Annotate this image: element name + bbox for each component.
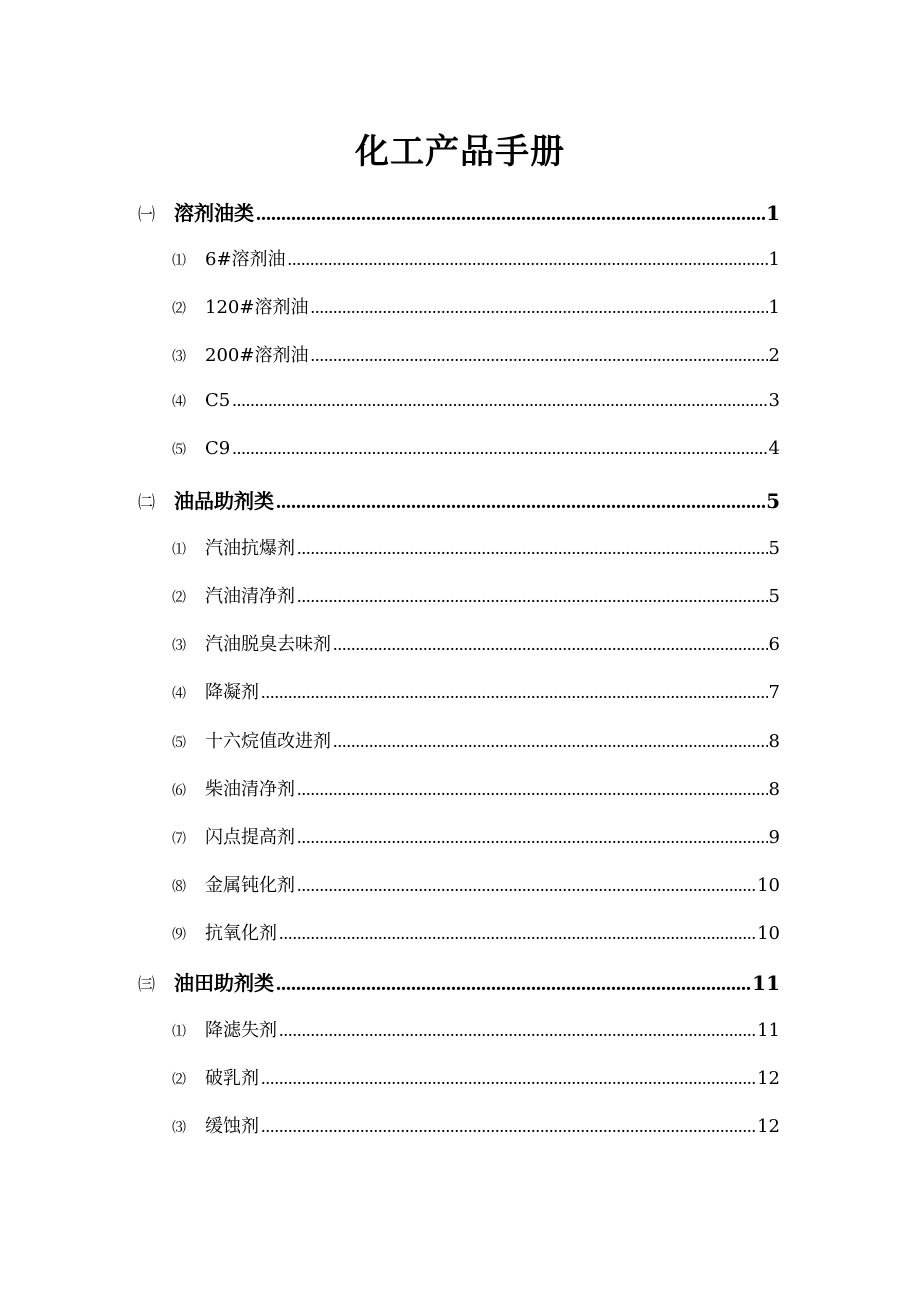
toc-page-number: 10 [757,923,780,944]
toc-item-label: 金属钝化剂 [205,875,295,896]
toc-leader-dots [288,249,768,270]
toc-item[interactable] [172,1064,780,1090]
toc-item-number: ⑴ [172,1024,186,1040]
toc-item[interactable] [172,823,780,849]
toc-item-number: ⑵ [172,590,186,606]
toc-page-number: 5 [766,489,780,513]
toc-leader-dots [256,203,765,226]
toc-item[interactable] [172,727,780,753]
toc-item-number: ⑶ [172,638,186,654]
toc-page-number: 11 [752,971,780,995]
toc-leader-dots [276,491,765,514]
toc-item[interactable] [172,871,780,897]
toc-section-number: ㈠ [138,205,155,225]
toc-page-number: 1 [768,249,780,270]
toc-item[interactable] [172,341,780,367]
toc-leader-dots [333,731,768,752]
toc-item-label: 缓蚀剂 [205,1116,259,1137]
toc-leader-dots [297,875,756,896]
toc-item-number: ⑵ [172,1072,186,1088]
toc-item[interactable] [172,438,780,459]
toc-page-number: 1 [766,201,780,225]
toc-page-number: 6 [768,634,780,655]
toc-item-number: ⑵ [172,301,186,317]
toc-item-number: ⑴ [172,253,186,269]
toc-page-number: 8 [768,731,780,752]
toc-page-number: 2 [768,345,780,366]
toc-item-number: ⑶ [172,349,186,365]
toc-leader-dots [297,586,768,607]
toc-item[interactable] [172,245,780,271]
toc-item-label: 200#溶剂油 [205,345,309,366]
toc-page-number: 7 [768,682,780,703]
toc-section-number: ㈡ [138,493,155,513]
toc-page-number: 5 [768,538,780,559]
toc-item[interactable] [172,678,780,704]
toc-item-label: 闪点提高剂 [205,827,295,848]
toc-item[interactable] [172,1016,780,1042]
toc-page-number: 11 [757,1020,780,1041]
toc-leader-dots [297,538,768,559]
toc-item-label: C5 [205,390,231,411]
toc-leader-dots [232,438,767,459]
toc-section-label: 油品助剂类 [174,489,274,513]
toc-item-number: ⑷ [172,686,186,702]
toc-leader-dots [279,1020,756,1041]
toc-leader-dots [279,923,756,944]
toc-item-label: 汽油抗爆剂 [205,538,295,559]
toc-item-number: ⑼ [172,927,186,943]
toc-section-2[interactable] [138,485,780,514]
toc-section-3[interactable] [138,967,780,996]
toc-leader-dots [261,682,768,703]
toc-item-label: 十六烷值改进剂 [205,731,331,752]
toc-item-label: 柴油清净剂 [205,779,295,800]
toc-item-number: ⑹ [172,783,186,799]
toc-page-number: 9 [768,827,780,848]
toc-item-label: 破乳剂 [205,1068,259,1089]
toc-page-number: 3 [768,390,780,411]
toc-leader-dots [310,297,767,318]
toc-item-number: ⑻ [172,879,186,895]
toc-item[interactable] [172,630,780,656]
toc-item-label: 抗氧化剂 [205,923,277,944]
toc-leader-dots [261,1068,756,1089]
toc-item-label: 120#溶剂油 [205,297,309,318]
toc-leader-dots [310,345,767,366]
toc-leader-dots [232,390,767,411]
toc-item-label: 汽油清净剂 [205,586,295,607]
toc-item-label: 6#溶剂油 [205,249,286,270]
toc-leader-dots [333,634,768,655]
toc-item-number: ⑷ [172,394,186,410]
toc-item[interactable] [172,1112,780,1138]
toc-section-label: 油田助剂类 [174,971,274,995]
toc-item[interactable] [172,775,780,801]
toc-page-number: 1 [768,297,780,318]
toc-leader-dots [261,1116,756,1137]
toc-item[interactable] [172,293,780,319]
toc-item-label: C9 [205,438,231,459]
toc-item[interactable] [172,919,780,945]
toc-item[interactable] [172,390,780,411]
toc-item-number: ⑴ [172,542,186,558]
toc-section-label: 溶剂油类 [174,201,254,225]
document-title: 化工产品手册 [355,132,565,172]
toc-leader-dots [297,779,768,800]
toc-page-number: 12 [757,1068,780,1089]
toc-section-1[interactable] [138,197,780,226]
toc-item-number: ⑺ [172,831,186,847]
toc-item-number: ⑸ [172,735,186,751]
toc-item-number: ⑶ [172,1120,186,1136]
toc-item-number: ⑸ [172,442,186,458]
toc-page-number: 4 [768,438,780,459]
toc-item-label: 汽油脱臭去味剂 [205,634,331,655]
toc-item-label: 降凝剂 [205,682,259,703]
toc-page-number: 12 [757,1116,780,1137]
toc-item[interactable] [172,582,780,608]
toc-page-number: 8 [768,779,780,800]
toc-item[interactable] [172,534,780,560]
toc-section-number: ㈢ [138,975,155,995]
toc-leader-dots [297,827,768,848]
toc-page-number: 5 [768,586,780,607]
toc-item-label: 降滤失剂 [205,1020,277,1041]
toc-leader-dots [276,973,751,996]
toc-page-number: 10 [757,875,780,896]
